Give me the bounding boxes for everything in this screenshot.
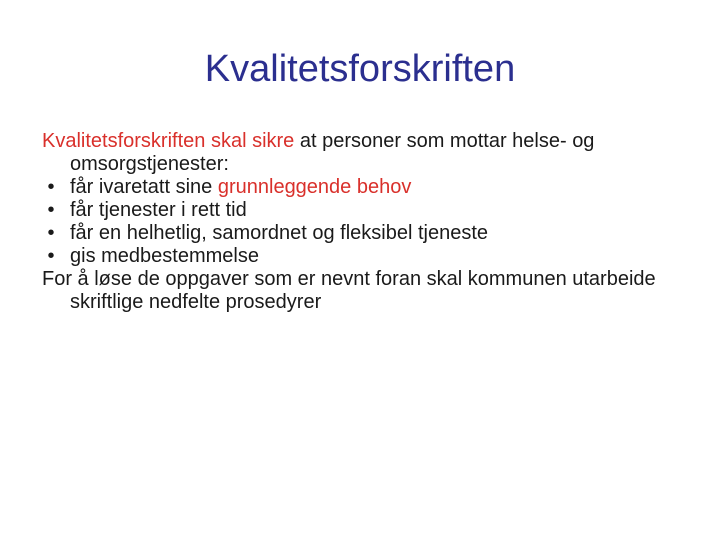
bullet-icon: • — [47, 176, 55, 198]
bullet-icon: • — [47, 222, 55, 244]
bullet-text: får ivaretatt sine — [70, 176, 218, 198]
bullet-item — [42, 245, 692, 268]
bullet-list — [42, 176, 692, 268]
slide-title: Kvalitetsforskriften — [204, 48, 516, 90]
bullet-item — [42, 176, 692, 199]
bullet-item — [42, 222, 692, 245]
bullet-text: får tjenester i rett tid — [70, 199, 247, 221]
closing-paragraph: For å løse de oppgaver som er nevnt foran skal kommunen utarbeide skriftlige nedfelte prosedyrer — [42, 268, 656, 313]
bullet-item — [42, 199, 692, 222]
bullet-text: gis medbestemmelse — [70, 245, 259, 267]
bullet-highlight: grunnleggende behov — [217, 176, 412, 198]
intro-paragraph — [42, 130, 692, 176]
bullet-icon: • — [47, 199, 55, 221]
intro-text: at personer som mottar helse- og omsorgstjenester: — [70, 130, 595, 175]
bullet-icon: • — [47, 245, 55, 267]
slide-body — [42, 130, 692, 314]
bullet-text: får en helhetlig, samordnet og fleksibel tjeneste — [70, 222, 489, 244]
intro-highlight: Kvalitetsforskriften skal sikre — [42, 130, 295, 152]
